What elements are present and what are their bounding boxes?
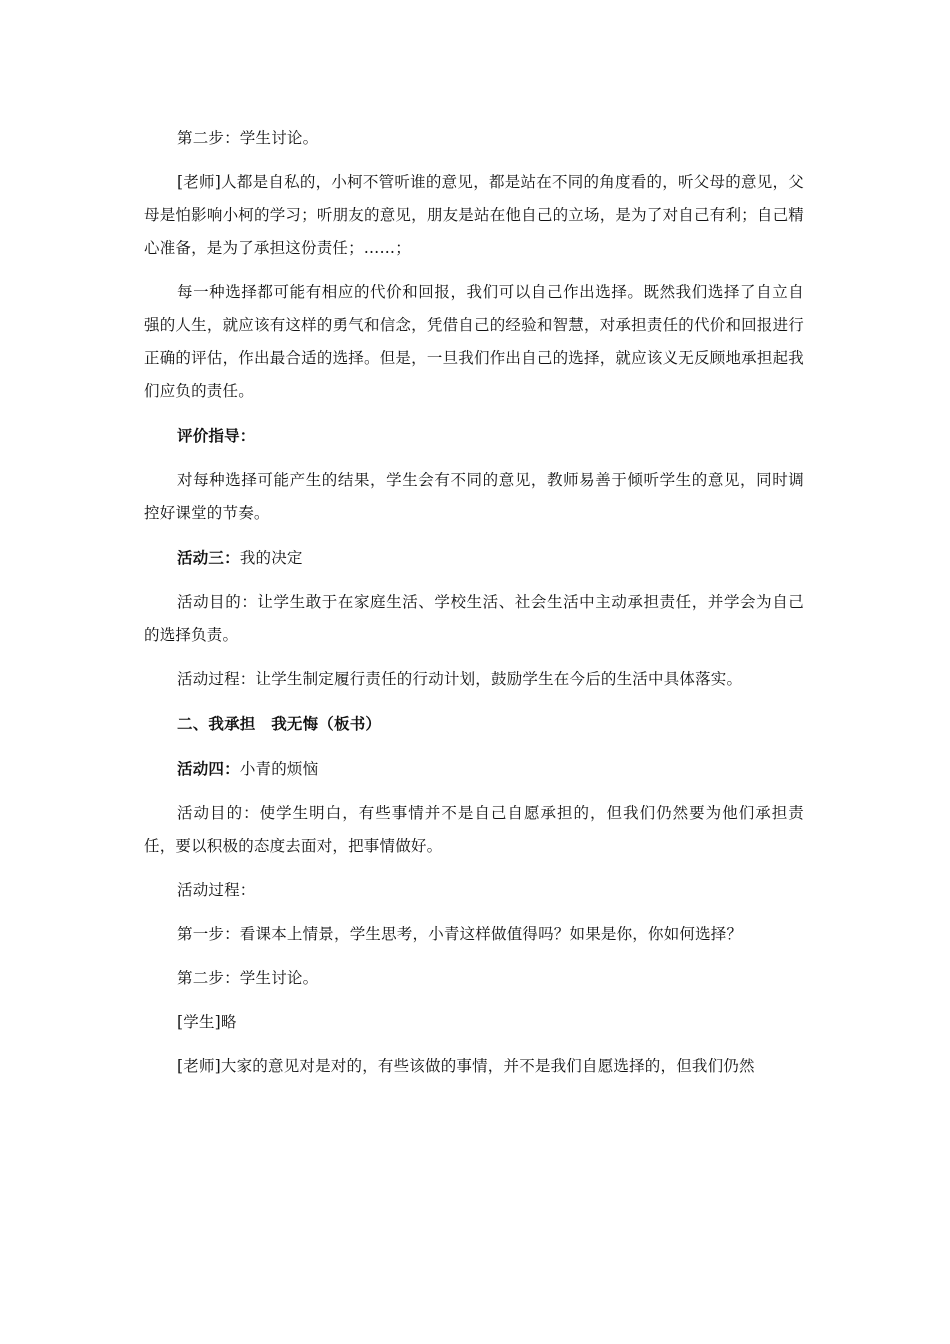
paragraph-evaluation-text (144, 464, 804, 530)
paragraph-step-two (144, 962, 804, 995)
paragraph-text: 活动过程： (177, 881, 256, 899)
paragraph-step-one (144, 918, 804, 951)
heading-label: 评价指导： (177, 426, 256, 445)
document-body (144, 122, 804, 1083)
paragraph-teacher-conclusion (144, 1050, 804, 1083)
heading-activity-three (144, 541, 804, 575)
paragraph-teacher-remark (144, 166, 804, 265)
paragraph-student-remark (144, 1006, 804, 1039)
heading-evaluation-guidance (144, 419, 804, 453)
activity-label: 活动四： (177, 759, 240, 778)
paragraph-text: [老师]大家的意见对是对的，有些该做的事情，并不是我们自愿选择的，但我们仍然 (177, 1057, 755, 1075)
paragraph-text: 第二步：学生讨论。 (177, 129, 319, 147)
heading-activity-four (144, 752, 804, 786)
paragraph-activity-purpose (144, 586, 804, 652)
paragraph-choice-consequences (144, 276, 804, 408)
paragraph-text: 活动过程：让学生制定履行责任的行动计划，鼓励学生在今后的生活中具体落实。 (177, 670, 743, 688)
paragraph-text: [学生]略 (177, 1013, 237, 1031)
paragraph-activity-four-purpose (144, 797, 804, 863)
paragraph-activity-process (144, 663, 804, 696)
paragraph-activity-four-process-label (144, 874, 804, 907)
paragraph-text: 第一步：看课本上情景，学生思考，小青这样做值得吗？如果是你，你如何选择？ (177, 925, 743, 943)
paragraph-text: 第二步：学生讨论。 (177, 969, 319, 987)
paragraph-text: 活动目的：让学生敢于在家庭生活、学校生活、社会生活中主动承担责任，并学会为自己的选择负责。 (144, 593, 804, 644)
paragraph-text: 对每种选择可能产生的结果，学生会有不同的意见，教师易善于倾听学生的意见，同时调控好课堂的节奏。 (144, 471, 804, 522)
paragraph-text: 活动目的：使学生明白，有些事情并不是自己自愿承担的，但我们仍然要为他们承担责任，要以积极的态度去面对，把事情做好。 (144, 804, 804, 855)
activity-label: 活动三： (177, 548, 240, 567)
paragraph-text: [老师]人都是自私的，小柯不管听谁的意见，都是站在不同的角度看的，听父母的意见，父母是怕影响小柯的学习；听朋友的意见，朋友是站在他自己的立场，是为了对自己有利；自己精心准备，是为了承担这份责任；……； (144, 173, 804, 257)
section-heading (144, 707, 804, 741)
activity-title: 小青的烦恼 (239, 760, 319, 778)
paragraph-text: 每一种选择都可能有相应的代价和回报，我们可以自己作出选择。既然我们选择了自立自强的人生，就应该有这样的勇气和信念，凭借自己的经验和智慧，对承担责任的代价和回报进行正确的评估，作出最合适的选择。但是，一旦我们作出自己的选择，就应该义无反顾地承担起我们应负的责任。 (144, 283, 804, 400)
section-title: 二、我承担 我无悔（板书） (177, 714, 382, 733)
paragraph-step-two-discussion (144, 122, 804, 155)
activity-title: 我的决定 (239, 549, 303, 567)
